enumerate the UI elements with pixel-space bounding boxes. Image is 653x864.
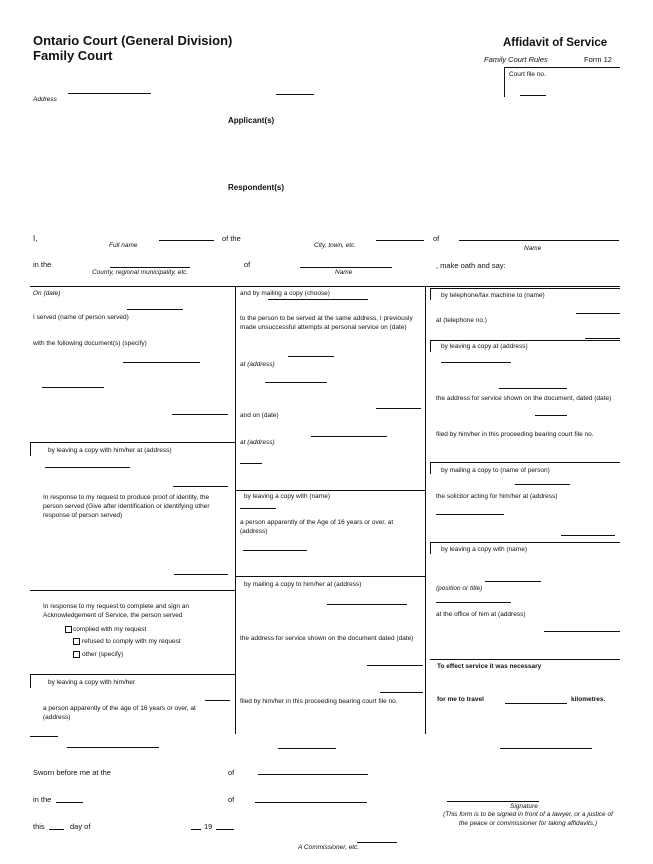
leaving-him-address-field-2[interactable] (173, 486, 228, 487)
and-on-label: and on (date) (240, 412, 279, 419)
county-field[interactable] (110, 267, 190, 268)
col2-field-x[interactable] (380, 692, 423, 693)
address-field-1[interactable] (68, 93, 151, 94)
ack-complied-label: complied with my request (73, 626, 147, 633)
signature-note: (This form is to be signed in front of a lawyer, or a justice of the peace or commissioner for taking affidavits.) (443, 811, 613, 827)
to-person-text: to the person to be served at the same address, I previously made unsuccessful attempts at personal service on (date) (240, 315, 413, 331)
mailing-to-label: by mailing a copy to (name of person) (441, 467, 550, 474)
addr-for-service-text: the address for service shown on the document, dated (date) (436, 395, 612, 402)
leaving-home-field[interactable] (205, 700, 230, 701)
at-address-field-2[interactable] (376, 408, 421, 409)
day-of-label: day of (70, 822, 91, 831)
make-oath: , make oath and say: (436, 261, 506, 270)
on-date-label: On (date) (33, 290, 61, 297)
tel-field[interactable] (585, 338, 620, 339)
sworn-label: Sworn before me at the (33, 768, 111, 777)
col1-rule-c (30, 674, 235, 675)
filed-by-text: filed by him/her in this proceeding bearing court file no. (240, 698, 398, 705)
col3-bracket-c (430, 462, 431, 474)
resp-ack-text: In response to my request to complete and sign an Acknowledgement of Service, the person served (43, 603, 189, 619)
address-label: Address (33, 96, 57, 103)
col2-rule-a (235, 490, 425, 491)
col3-rule-b (430, 340, 620, 341)
to-effect-label: To effect service it was necessary (437, 663, 542, 670)
col1-bracket-a (30, 442, 31, 456)
intro-of: of (433, 234, 440, 243)
leaving-office-label: by leaving a copy at (address) (441, 343, 528, 350)
col3-rule-e (430, 659, 620, 660)
leaving-person-field[interactable] (240, 508, 276, 509)
signature-caption: Signature (510, 803, 538, 810)
sworn-of: of (228, 768, 235, 777)
leaving-with-label: by leaving a copy with (name) (441, 546, 527, 553)
intro-of-the: of the (222, 234, 241, 243)
leaving-him-label: by leaving a copy with him/her at (address) (48, 447, 172, 454)
col1-field-c[interactable] (174, 574, 228, 575)
respondent-label: Respondent(s) (228, 183, 284, 192)
col3-bracket-a (430, 288, 431, 300)
in-the-of: of (228, 795, 235, 804)
ack-refused-checkbox[interactable] (73, 638, 80, 645)
leaving-with-field[interactable] (485, 581, 541, 582)
solicitor-field-2[interactable] (561, 535, 615, 536)
commissioner-caption: A Commissioner, etc. (298, 844, 360, 851)
full-name-caption: Full name (109, 242, 138, 249)
in-the-field[interactable] (56, 802, 83, 803)
mailing-to-field[interactable] (515, 484, 570, 485)
office-field-1[interactable] (544, 631, 620, 632)
person-apparently-text: a person apparently of the age of 16 years or over, at (address) (43, 705, 196, 721)
documents-field-3[interactable] (172, 414, 228, 415)
col3-bracket-d (430, 542, 431, 554)
year-prefix: 19 (204, 822, 213, 831)
court-file-box-left (504, 67, 505, 97)
court-file-field[interactable] (520, 95, 546, 96)
solicitor-field-1[interactable] (436, 514, 504, 515)
court-name: Ontario Court (General Division) (33, 33, 233, 48)
person-16-text: a person apparently of the Age of 16 years or over, at (address) (240, 519, 394, 535)
name2-field[interactable] (300, 267, 392, 268)
documents-label: with the following document(s) (specify) (33, 340, 147, 347)
telephone-label: by telephone/fax machine to (name) (441, 292, 545, 299)
court-branch: Family Court (33, 48, 113, 63)
mailing-solicitor-label: by mailing a copy to him/her at (address) (244, 581, 362, 588)
address-shown-text: the address for service shown on the document dated (date) (240, 635, 414, 642)
on-date-field[interactable] (127, 309, 183, 310)
full-name-field[interactable] (159, 240, 214, 241)
at-address-label: at (address) (240, 361, 275, 368)
mailing-choose-label: and by mailing a copy (choose) (240, 290, 330, 297)
mailing-field[interactable] (268, 299, 368, 300)
day-field[interactable] (49, 829, 64, 830)
and-on-field[interactable] (311, 436, 387, 437)
col1-bracket-c (30, 674, 31, 688)
grid-top (30, 286, 620, 287)
at-address-field[interactable] (265, 382, 327, 383)
address-shown-date-field[interactable] (367, 665, 423, 666)
ack-other-label: other (specify) (82, 651, 124, 658)
sworn-place-field[interactable] (258, 774, 368, 775)
intro-in-the: in the (33, 260, 52, 269)
month-field[interactable] (191, 829, 201, 830)
city-caption: City, town, etc. (314, 242, 357, 249)
grid-col-divider-2 (425, 286, 426, 734)
city-field[interactable] (376, 240, 424, 241)
addr-service-date-field[interactable] (535, 415, 567, 416)
name-caption: Name (524, 245, 542, 252)
name-field[interactable] (459, 240, 619, 241)
grid-col-divider-1 (235, 286, 236, 734)
telephone-name-field[interactable] (576, 313, 620, 314)
intro-i: I, (33, 234, 38, 243)
travel-label: for me to travel (437, 696, 484, 703)
leaving-home-label: by leaving a copy with him/her (48, 679, 136, 686)
form-title: Affidavit of Service (503, 37, 608, 49)
at-address-2-field[interactable] (240, 463, 262, 464)
solicitor-at-label: the solicitor acting for him/her at (address) (436, 493, 558, 500)
mailing-solicitor-field[interactable] (327, 604, 407, 605)
in-the-of-field[interactable] (255, 802, 367, 803)
col1-field-d[interactable] (30, 736, 58, 737)
served-label: I served (name of person served) (33, 314, 129, 321)
leaving-office-field[interactable] (441, 362, 511, 363)
resp-request-text: In response to my request to produce proof of identity, the person served (Give after identification or identifying other response of person served) (43, 494, 210, 519)
prev-attempt-date-field[interactable] (288, 356, 334, 357)
leaving-him-address-field[interactable] (45, 467, 130, 468)
col1-field-e[interactable] (67, 747, 159, 748)
travel-km-field[interactable] (505, 703, 567, 704)
ack-refused-label: refused to comply with my request (82, 638, 181, 645)
col1-rule-b (30, 590, 235, 591)
col3-rule-c (430, 462, 620, 463)
court-file-no-field[interactable] (278, 748, 336, 749)
this-label: this (33, 822, 45, 831)
applicant-label: Applicant(s) (228, 116, 275, 125)
form-rules: Family Court Rules (484, 55, 548, 64)
col3-rule-a (430, 288, 620, 289)
kilometres-label: kilometres. (571, 696, 606, 703)
at-tel-label: at (telephone no.) (436, 317, 487, 324)
documents-field-2[interactable] (42, 387, 104, 388)
col3-bracket-b (430, 340, 431, 352)
footer-top-field[interactable] (500, 748, 592, 749)
address-field-2[interactable] (276, 94, 314, 95)
signature-field[interactable] (447, 801, 539, 802)
intro-of-2: of (244, 260, 251, 269)
position-field[interactable] (436, 602, 511, 603)
col1-rule-a (30, 442, 235, 443)
court-file-label: Court file no. (509, 71, 546, 78)
leaving-office-field-2[interactable] (499, 388, 567, 389)
documents-field-1[interactable] (123, 362, 200, 363)
col3-rule-d (430, 542, 620, 543)
person-16-address-field[interactable] (243, 550, 307, 551)
form-number: Form 12 (584, 55, 612, 64)
position-label: (position or title) (436, 585, 483, 592)
commissioner-field[interactable] (357, 842, 397, 843)
office-at-label: at the office of him at (address) (436, 611, 526, 618)
in-the-label: in the (33, 795, 52, 804)
at-address-2-label: at (address) (240, 439, 275, 446)
col3-filed-by-text: filed by him/her in this proceeding bearing court file no. (436, 431, 594, 438)
ack-other-checkbox[interactable] (73, 651, 80, 658)
col2-rule-b (235, 576, 425, 577)
court-file-box-top (504, 67, 620, 68)
year-field[interactable] (216, 829, 234, 830)
name2-caption: Name (335, 269, 353, 276)
county-caption: County, regional municipality, etc. (92, 269, 189, 276)
ack-complied-checkbox[interactable] (65, 626, 72, 633)
leaving-person-label: by leaving a copy with (name) (244, 493, 330, 500)
